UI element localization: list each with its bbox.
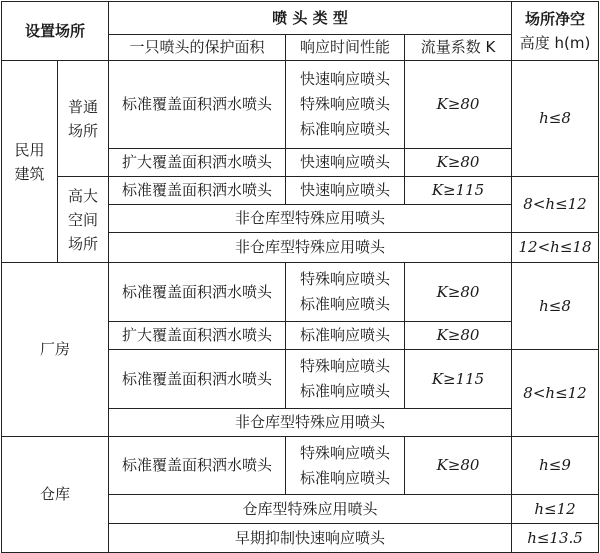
header-place: 设置场所 <box>2 2 109 61</box>
warehouse-h1: h≤9 <box>512 437 599 495</box>
factory-ext-k: K≥80 <box>405 322 512 350</box>
warehouse-std-responses <box>286 437 405 495</box>
factory-std2-k: K≥115 <box>405 350 512 409</box>
civil-normal-std-type: 标准覆盖面积洒水喷头 <box>109 61 286 149</box>
response-item: 标准响应喷头 <box>300 468 391 487</box>
civil-normal-h: h≤8 <box>512 61 599 177</box>
warehouse-h3: h≤13.5 <box>512 524 599 553</box>
section-tall-space: 高大空间场所 <box>58 177 109 263</box>
tall-std-type: 标准覆盖面积洒水喷头 <box>109 177 286 205</box>
factory-std1-type: 标准覆盖面积洒水喷头 <box>109 263 286 322</box>
section-warehouse: 仓库 <box>2 437 109 553</box>
tall-h2: 12<h≤18 <box>512 233 599 263</box>
civil-normal-ext-k: K≥80 <box>405 149 512 177</box>
header-row-1 <box>2 2 599 35</box>
header-height-line2: 高度 h(m) <box>519 34 591 52</box>
section-civil: 民用建筑 <box>2 61 58 263</box>
response-item: 特殊响应喷头 <box>300 443 391 462</box>
civil-normal-std-responses <box>286 61 405 149</box>
header-protection-area: 一只喷头的保护面积 <box>109 35 286 61</box>
section-normal: 普通场所 <box>58 61 109 177</box>
warehouse-std-type: 标准覆盖面积洒水喷头 <box>109 437 286 495</box>
warehouse-special: 仓库型特殊应用喷头 <box>109 495 512 524</box>
tall-std-k: K≥115 <box>405 177 512 205</box>
civil-normal-ext-type: 扩大覆盖面积洒水喷头 <box>109 149 286 177</box>
header-height-line1: 场所净空 <box>525 10 586 28</box>
section-factory: 厂房 <box>2 263 109 437</box>
tall-std-response: 快速响应喷头 <box>286 177 405 205</box>
header-height <box>512 2 599 61</box>
factory-ext-type: 扩大覆盖面积洒水喷头 <box>109 322 286 350</box>
factory-std2-type: 标准覆盖面积洒水喷头 <box>109 350 286 409</box>
factory-special: 非仓库型特殊应用喷头 <box>109 409 512 437</box>
response-item: 标准响应喷头 <box>300 295 391 313</box>
response-item: 快速响应喷头 <box>300 70 391 88</box>
tall-special-1: 非仓库型特殊应用喷头 <box>109 205 512 233</box>
header-sprinkler-type: 喷 头 类 型 <box>109 2 512 35</box>
header-k-factor: 流量系数 K <box>405 35 512 61</box>
civil-normal-ext-response: 快速响应喷头 <box>286 149 405 177</box>
tall-h1: 8<h≤12 <box>512 177 599 233</box>
response-item: 特殊响应喷头 <box>300 270 391 288</box>
sprinkler-selection-table <box>1 1 599 553</box>
table-row <box>2 437 599 495</box>
table-row <box>2 177 599 205</box>
factory-ext-response: 标准响应喷头 <box>286 322 405 350</box>
warehouse-std-k: K≥80 <box>405 437 512 495</box>
table-row <box>2 263 599 322</box>
factory-std2-responses <box>286 350 405 409</box>
warehouse-h2: h≤12 <box>512 495 599 524</box>
table-row <box>2 61 599 149</box>
header-response: 响应时间性能 <box>286 35 405 61</box>
factory-h1: h≤8 <box>512 263 599 350</box>
factory-std1-responses <box>286 263 405 322</box>
response-item: 特殊响应喷头 <box>300 357 391 375</box>
response-item: 标准响应喷头 <box>300 382 391 400</box>
response-item: 标准响应喷头 <box>300 120 391 138</box>
factory-std1-k: K≥80 <box>405 263 512 322</box>
response-item: 特殊响应喷头 <box>300 95 391 113</box>
tall-special-2: 非仓库型特殊应用喷头 <box>109 233 512 263</box>
civil-normal-std-k: K≥80 <box>405 61 512 149</box>
factory-h2: 8<h≤12 <box>512 350 599 437</box>
warehouse-esfr: 早期抑制快速响应喷头 <box>109 524 512 553</box>
